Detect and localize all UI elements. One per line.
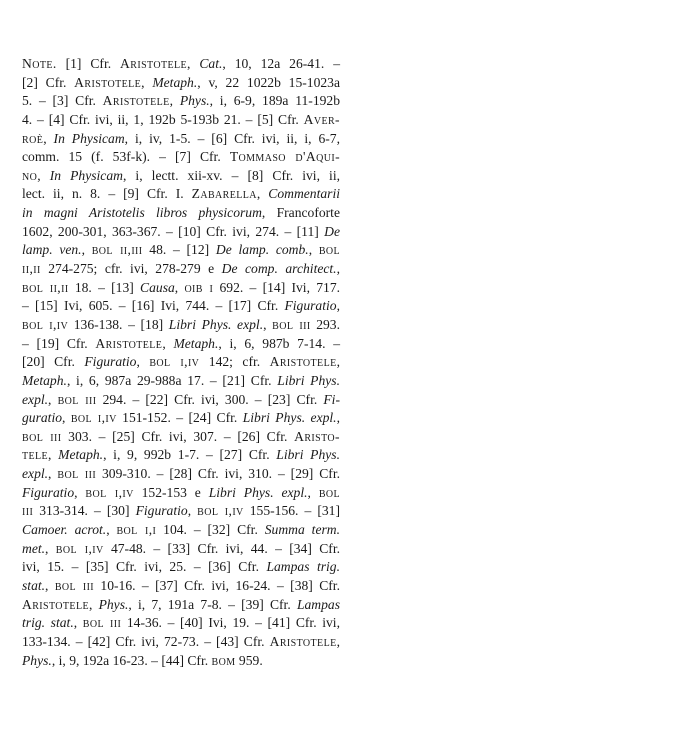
note-text: Lampas trig.	[266, 559, 340, 575]
note-text: 142; cfr.	[199, 354, 270, 370]
note-text: ii,ii	[22, 261, 41, 277]
note-text: ,	[169, 93, 180, 109]
note-line	[22, 241, 340, 260]
note-text: De lamp. comb.	[215, 242, 309, 258]
note-text: , i, 9, 992b 1-7. – [27] Cfr.	[103, 447, 277, 463]
note-text: roè	[22, 130, 44, 146]
note-text: bol iii	[57, 391, 97, 407]
note-text: – [15] Ivi, 605. – [16] Ivi, 744. – [17] Cfr.	[22, 298, 285, 314]
note-line	[22, 353, 340, 372]
note-line	[22, 521, 340, 540]
note-line	[22, 465, 340, 484]
note-text: , i, 6-9, 189a 11-192b	[209, 93, 341, 109]
note-text: bol	[318, 242, 341, 258]
note-text: ,	[37, 167, 50, 183]
note-text: bol i,iv	[22, 316, 69, 332]
note-text: ,	[336, 410, 340, 426]
note-text: Metaph.	[152, 74, 198, 90]
note-line	[22, 148, 340, 167]
note-text: 313-314. – [30]	[33, 503, 136, 519]
note-line	[22, 335, 340, 354]
note-text: Libri Phys. expl.	[208, 484, 308, 500]
note-text: Phys.	[22, 652, 52, 668]
note-line	[22, 297, 340, 316]
note-text: Aristotele	[22, 596, 89, 612]
note-text: Aristotele	[269, 354, 337, 370]
note-text: bol i,iv	[197, 503, 244, 519]
note-text: 5. – [3] Cfr.	[22, 93, 103, 109]
note-text: ,	[45, 577, 55, 593]
note-text: ,	[45, 540, 56, 556]
note-line	[22, 428, 340, 447]
note-text: Causa	[140, 279, 175, 295]
note-text: 104. – [32] Cfr.	[156, 522, 265, 538]
note-text: Libri Phys. expl.	[168, 316, 264, 332]
note-text: in magni Aristotelis libros physicorum	[22, 205, 262, 221]
note-text: 692. – [14] Ivi, 717.	[213, 279, 341, 295]
note-line	[22, 409, 340, 428]
note-line	[22, 446, 340, 465]
note-text: expl.	[22, 391, 49, 407]
note-text: bol iii	[54, 577, 95, 593]
note-line	[22, 111, 340, 130]
note-text: no	[22, 167, 38, 183]
note-line	[22, 652, 340, 671]
note-text: comm. 15 (f. 53f-k). – [7] Cfr.	[22, 149, 230, 165]
note-text: Aristotele	[95, 335, 163, 351]
note-text: ,	[74, 484, 86, 500]
note-text: ,	[174, 279, 185, 295]
note-text: stat.	[22, 577, 46, 593]
note-text: Aristo-	[294, 428, 340, 444]
note-text: Cat.	[199, 56, 223, 71]
note-text: lamp. ven.	[22, 242, 82, 258]
note-text: ,	[106, 522, 117, 538]
note-text: ,	[141, 74, 153, 90]
note-line	[22, 577, 340, 596]
note-text: ,	[187, 503, 198, 519]
note-text: De comp. architect.	[221, 261, 337, 277]
note-text: 152-153 e	[133, 484, 209, 500]
note-text: ,	[336, 261, 340, 277]
note-text: ,	[336, 354, 340, 370]
note-text: Fi-	[323, 391, 340, 407]
note-line	[22, 391, 340, 410]
note-line	[22, 74, 340, 93]
note-text: bol ii,ii	[22, 279, 69, 295]
note-text: [2] Cfr.	[22, 74, 75, 90]
note-text: ,	[48, 447, 59, 463]
note-text: , 10, 12a 26-41. –	[222, 56, 340, 71]
note-text: bom	[211, 652, 236, 668]
note-text: ,	[88, 596, 99, 612]
note-text: 293.	[310, 316, 340, 332]
note-text: 1602, 200-301, 363-367. – [10] Cfr. ivi, 274. – [11]	[22, 223, 325, 239]
note-text: In Physicam	[53, 130, 125, 146]
note-text: trig. stat.	[22, 615, 74, 631]
note-text: ,	[187, 56, 200, 71]
note-text: ivi, 15. – [35] Cfr. ivi, 25. – [36] Cfr.	[22, 559, 267, 575]
note-text: Libri Phys. expl.	[242, 410, 337, 426]
note-text: 303. – [25] Cfr. ivi, 307. – [26] Cfr.	[61, 428, 295, 444]
note-line	[22, 260, 340, 279]
note-line	[22, 92, 340, 111]
note-text: 136-138. – [18]	[68, 316, 169, 332]
note-text: Figuratio	[135, 503, 188, 519]
note-text: Metaph.	[58, 447, 104, 463]
note-text: ,	[73, 615, 83, 631]
note-text: bol i,iv	[149, 354, 200, 370]
note-text: Phys.	[179, 93, 210, 109]
note-text: bol iii	[272, 316, 311, 332]
note-text: bol i,iv	[55, 540, 104, 556]
note-line	[22, 55, 340, 74]
note-text: ,	[43, 130, 54, 146]
note-text: [20] Cfr.	[22, 354, 85, 370]
note-text: Libri Phys.	[277, 372, 340, 388]
note-line	[22, 502, 340, 521]
note-line	[22, 223, 340, 242]
note-text: 294. – [22] Cfr. ivi, 300. – [23] Cfr.	[96, 391, 324, 407]
note-text: Tommaso d'Aqui-	[229, 149, 340, 165]
note-text: In Physicam	[49, 167, 123, 183]
note-line	[22, 558, 340, 577]
note-text: , i, 7, 191a 7-8. – [39] Cfr.	[128, 596, 297, 612]
note-text: 18. – [13]	[68, 279, 141, 295]
notes-block	[22, 55, 340, 670]
note-text: bol ii,iii	[91, 242, 143, 258]
note-line	[22, 633, 340, 652]
note-text: 47-48. – [33] Cfr. ivi, 44. – [34] Cfr.	[103, 540, 340, 556]
note-text: ,	[62, 410, 71, 426]
note-text: guratio	[22, 410, 63, 426]
note-text: ,	[136, 354, 150, 370]
note-text: ,	[336, 633, 340, 649]
note-text: Phys.	[98, 596, 129, 612]
note-text: bol iii	[57, 466, 97, 482]
note-line	[22, 596, 340, 615]
note-text: Libri Phys.	[276, 447, 340, 463]
note-text: 959.	[235, 652, 263, 668]
note-text: ,	[307, 484, 319, 500]
note-text: ,	[308, 242, 319, 258]
note-line	[22, 316, 340, 335]
note-text: , i, 9, 192a 16-23. – [44] Cfr.	[51, 652, 212, 668]
note-line	[22, 204, 340, 223]
note-text: , i, iv, 1-5. – [6] Cfr. ivi, ii, i, 6-7,	[124, 130, 340, 146]
note-text: ,	[162, 335, 174, 351]
note-text: expl.	[22, 466, 49, 482]
note-text: Metaph.	[22, 372, 67, 388]
note-text: lect. ii, n. 8. – [9] Cfr. I.	[22, 186, 192, 202]
note-text: Aristotele	[120, 56, 188, 71]
note-text: Metaph.	[173, 335, 219, 351]
note-text: 4. – [4] Cfr. ivi, ii, 1, 192b 5-193b 21. – [5] Cfr.	[22, 111, 304, 127]
note-text: , i, lectt. xii-xv. – [8] Cfr. ivi, ii,	[122, 167, 340, 183]
note-text: bol iii	[82, 615, 122, 631]
note-line	[22, 185, 340, 204]
note-text: Figuratio	[22, 484, 75, 500]
note-text: Aristotele	[269, 633, 337, 649]
note-text: Summa term.	[264, 522, 340, 538]
note-text: bol i,i	[116, 522, 157, 538]
note-line	[22, 372, 340, 391]
note-line	[22, 614, 340, 633]
note-text: Note.	[22, 56, 57, 71]
note-text: Figuratio	[284, 298, 337, 314]
note-text: bol iii	[22, 428, 62, 444]
note-text: 309-310. – [28] Cfr. ivi, 310. – [29] Cfr.	[96, 466, 341, 482]
note-text: , v, 22 1022b 15-1023a	[197, 74, 340, 90]
note-text: Figuratio	[84, 354, 137, 370]
note-text: tele	[22, 447, 49, 463]
note-text: 133-134. – [42] Cfr. ivi, 72-73. – [43] Cfr.	[22, 633, 270, 649]
note-text: bol i,iv	[70, 410, 117, 426]
note-text: Aristotele	[74, 74, 142, 90]
note-text: 151-152. – [24] Cfr.	[116, 410, 243, 426]
note-text: 14-36. – [40] Ivi, 19. – [41] Cfr. ivi,	[121, 615, 340, 631]
note-text: Aristotele	[102, 93, 170, 109]
note-text: De	[324, 223, 340, 239]
note-text: 48. – [12]	[142, 242, 216, 258]
note-text: , i, 6, 987a 29-988a 17. – [21] Cfr.	[66, 372, 278, 388]
note-text: ,	[81, 242, 92, 258]
note-text: ,	[336, 298, 340, 314]
note-text: – [19] Cfr.	[22, 335, 96, 351]
note-text: ,	[48, 466, 58, 482]
note-text: 155-156. – [31]	[243, 503, 340, 519]
note-line	[22, 540, 340, 559]
note-line	[22, 279, 340, 298]
note-text: Commentarii	[268, 186, 341, 202]
note-text: bol i,iv	[85, 484, 134, 500]
note-text: , i, 6, 987b 7-14. –	[218, 335, 340, 351]
note-text: , Francoforte	[261, 205, 340, 221]
note-text: ,	[263, 316, 273, 332]
note-text: Camoer. acrot.	[22, 522, 107, 538]
note-text: ,	[48, 391, 58, 407]
note-text: Aver-	[303, 111, 340, 127]
note-text: 10-16. – [37] Cfr. ivi, 16-24. – [38] Cfr.	[94, 577, 340, 593]
note-text: [1] Cfr.	[56, 56, 121, 71]
note-text: bol	[318, 484, 341, 500]
note-line	[22, 484, 340, 503]
note-text: iii	[22, 503, 34, 519]
note-text: ,	[256, 186, 269, 202]
note-text: 274-275; cfr. ivi, 278-279 e	[40, 261, 222, 277]
note-text: Zabarella	[191, 186, 257, 202]
note-line	[22, 130, 340, 149]
note-text: Lampas	[296, 596, 340, 612]
note-text: oib i	[184, 279, 214, 295]
note-text: met.	[22, 540, 46, 556]
note-line	[22, 167, 340, 186]
